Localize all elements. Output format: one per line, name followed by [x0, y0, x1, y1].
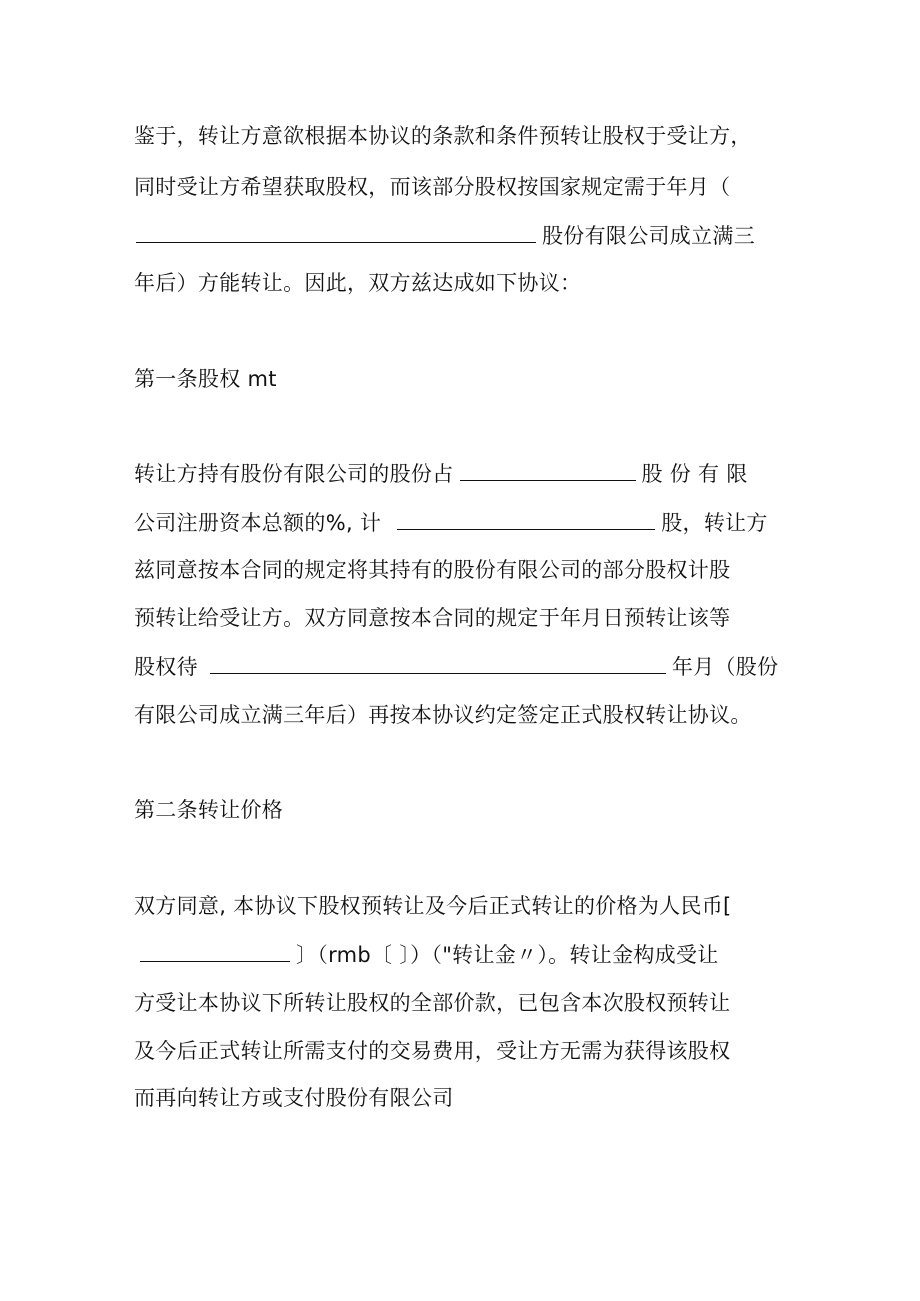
article-2-line-4: 及今后正式转让所需支付的交易费用，受让方无需为获得该股权	[134, 1039, 731, 1063]
preamble-line-3	[134, 220, 755, 251]
article-2-line-1: 双方同意, 本协议下股权预转让及今后正式转让的价格为人民币[	[134, 894, 732, 918]
article-1-line-5	[134, 651, 778, 682]
article-2-title: 第二条转让价格	[134, 798, 284, 822]
blank-field	[210, 651, 666, 674]
preamble-line-4: 年后）方能转让。因此，双方兹达成如下协议：	[134, 271, 582, 295]
article-1-line-6: 有限公司成立满三年后）再按本协议约定签定正式股权转让协议。	[134, 703, 752, 727]
article-2-line-2-after: 〕（rmb〔 〕）（"转让金〃）。转让金构成受让	[296, 943, 719, 967]
article-1-line-5-after: 年月（股份	[671, 655, 779, 679]
blank-field	[140, 939, 290, 962]
article-1-line-5-before: 股权待	[134, 655, 198, 679]
article-2-line-3: 方受让本协议下所转让股权的全部价款，已包含本次股权预转让	[134, 991, 731, 1015]
blank-field	[460, 458, 636, 481]
article-1-line-1-after: 股 份 有 限	[641, 462, 748, 486]
preamble-line-2: 同时受让方希望获取股权，而该部分股权按国家规定需于年月（	[134, 175, 731, 199]
preamble-line-3-text: 股份有限公司成立满三	[542, 224, 755, 248]
article-1-line-1-before: 转让方持有股份有限公司的股份占	[134, 462, 454, 486]
article-1-line-4: 预转让给受让方。双方同意按本合同的规定于年月日预转让该等	[134, 606, 731, 630]
blank-field	[397, 507, 655, 530]
article-1-line-1	[134, 458, 748, 489]
article-1-line-2	[134, 507, 768, 538]
article-1-line-2-after: 股，转让方	[661, 511, 768, 535]
article-1-title: 第一条股权 mt	[134, 367, 277, 391]
article-2-line-2	[134, 939, 719, 970]
article-1-line-3: 兹同意按本合同的规定将其持有的股份有限公司的部分股权计股	[134, 558, 731, 582]
preamble-line-1: 鉴于，转让方意欲根据本协议的条款和条件预转让股权于受让方，	[134, 124, 752, 148]
blank-field	[136, 220, 536, 243]
article-2-line-5: 而再向转让方或支付股份有限公司	[134, 1086, 454, 1110]
article-1-line-2-before: 公司注册资本总额的%, 计	[134, 511, 382, 535]
